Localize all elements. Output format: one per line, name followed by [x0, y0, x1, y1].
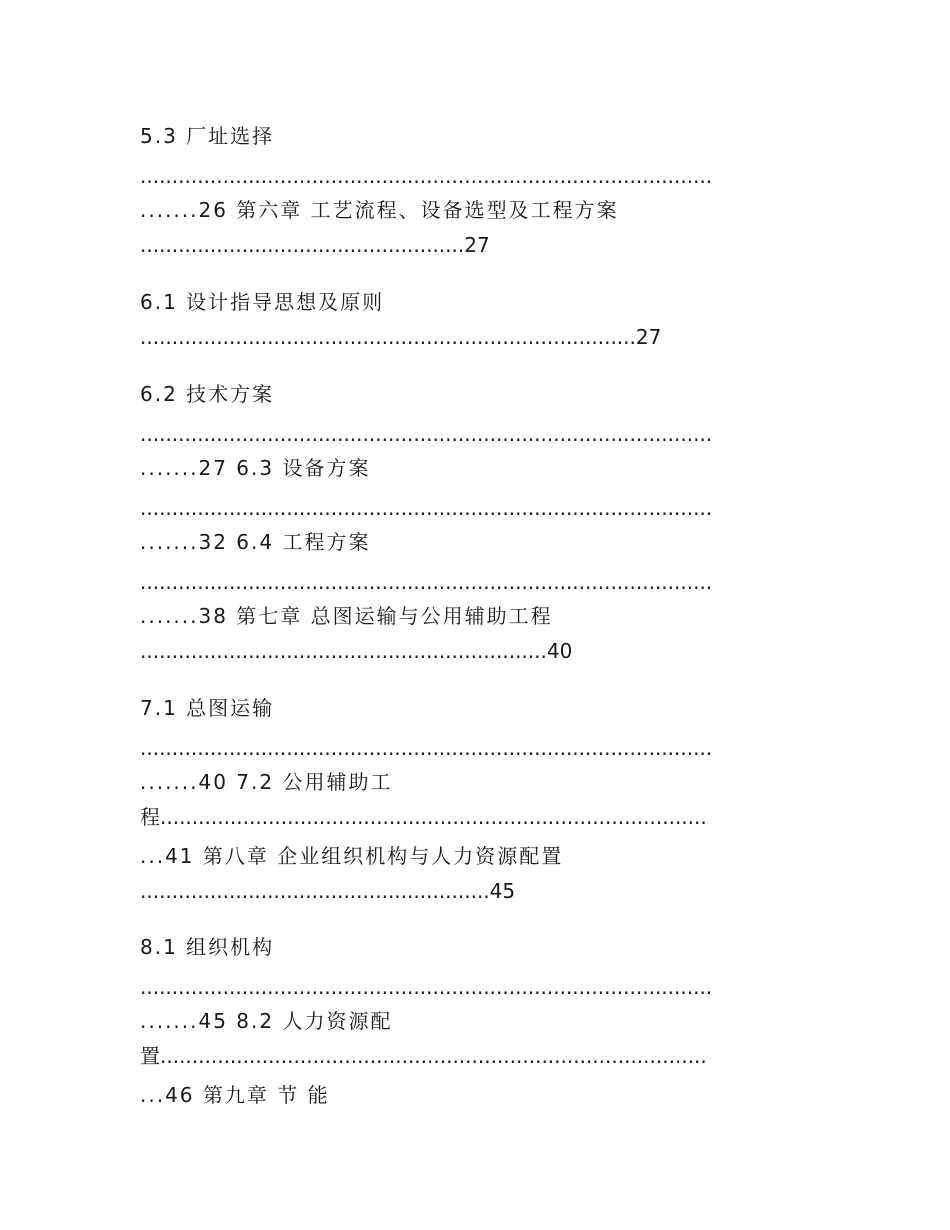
toc-line: 7.1 总图运输 — [140, 696, 275, 720]
toc-line: 8.1 组织机构 — [140, 935, 275, 959]
toc-line: ...46 第九章 节 能 — [140, 1083, 330, 1107]
toc-line: 6.1 设计指导思想及原则 — [140, 290, 385, 314]
toc-line: 程...................................................................................... — [140, 805, 707, 829]
toc-line: ..............................................................................27 — [140, 325, 662, 349]
toc-line: .......27 6.3 设备方案 — [140, 456, 371, 480]
toc-line: ...41 第八章 企业组织机构与人力资源配置 — [140, 844, 564, 868]
toc-line: .......................................................................................... — [140, 164, 713, 188]
toc-line: .......................................................................................... — [140, 975, 713, 999]
toc-line: 5.3 厂址选择 — [140, 124, 275, 148]
toc-line: ...................................................27 — [140, 233, 490, 257]
toc-line: 置...................................................................................... — [140, 1044, 707, 1068]
toc-line: .......................................................45 — [140, 879, 516, 903]
toc-line: .......45 8.2 人力资源配 — [140, 1009, 393, 1033]
toc-line: .......32 6.4 工程方案 — [140, 530, 371, 554]
toc-line: .......40 7.2 公用辅助工 — [140, 770, 393, 794]
toc-line: ................................................................40 — [140, 639, 573, 663]
toc-line: .......................................................................................... — [140, 570, 713, 594]
toc-line: .......38 第七章 总图运输与公用辅助工程 — [140, 604, 553, 628]
toc-line: .......26 第六章 工艺流程、设备选型及工程方案 — [140, 198, 619, 222]
toc-line: 6.2 技术方案 — [140, 382, 275, 406]
toc-line: .......................................................................................... — [140, 422, 713, 446]
toc-line: .......................................................................................... — [140, 496, 713, 520]
toc-line: .......................................................................................... — [140, 736, 713, 760]
